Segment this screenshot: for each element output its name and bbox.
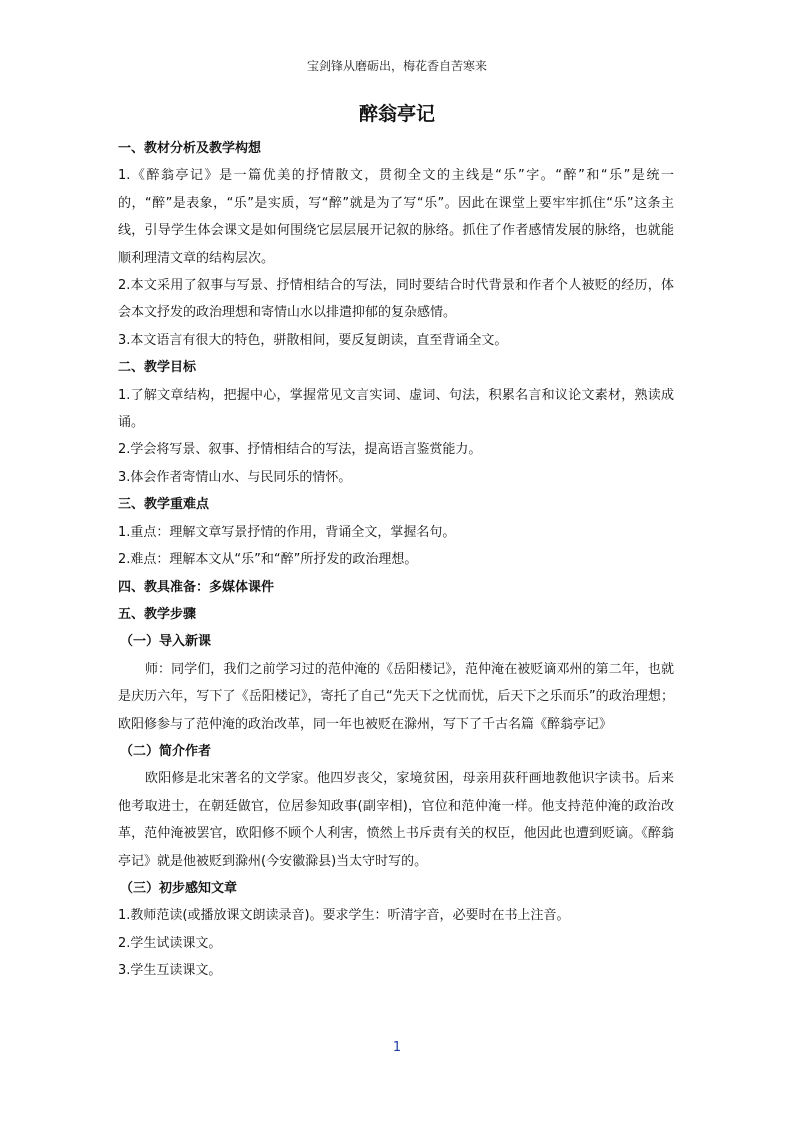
paragraph: 3.体会作者寄情山水、与民同乐的情怀。 xyxy=(118,469,352,485)
section-heading: 四、教具准备：多媒体课件 xyxy=(118,579,275,595)
paragraph: 2.学会将写景、叙事、抒情相结合的写法，提高语言鉴赏能力。 xyxy=(118,442,482,458)
paragraph: 3.本文语言有很大的特色，骈散相间，要反复朗读，直至背诵全文。 xyxy=(118,332,508,348)
subsection-heading: （一）导入新课 xyxy=(120,634,212,650)
paragraph: 2.本文采用了叙事与写景、抒情相结合的写法，同时要结合时代背景和作者个人被贬的经历，体会本文抒发的政治理想和寄情山水以排遣抑郁的复杂感情。 xyxy=(118,278,674,321)
paragraph: 1.教师范读(或播放课文朗读录音)。要求学生：听清字音，必要时在书上注音。 xyxy=(118,908,570,924)
section-heading: 三、教学重难点 xyxy=(118,497,210,513)
section-heading: 一、教材分析及教学构想 xyxy=(118,141,262,156)
paragraph: 1.了解文章结构，把握中心，掌握常见文言实词、虚词、句法，积累名言和议论文素材，熟读成诵。 xyxy=(118,387,674,431)
paragraph: 2.难点：理解本文从“乐”和“醉”所抒发的政治理想。 xyxy=(118,552,418,568)
page-number: 1 xyxy=(392,1040,402,1055)
page-header: 宝剑锋从磨砺出，梅花香自苦寒来 xyxy=(306,59,487,73)
document-body xyxy=(118,135,674,985)
paragraph: 师：同学们，我们之前学习过的范仲淹的《岳阳楼记》，范仲淹在被贬谪邓州的第二年，也就是庆历六年，写下了《岳阳楼记》，寄托了自己“先天下之忧而忧，后天下之乐而乐”的政治理想；欧阳修参与了范仲淹的政治改革，同一年也被贬在滁州，写下了千古名篇《醉翁亭记》 xyxy=(118,661,674,732)
document-title: 醉翁亭记 xyxy=(358,103,435,125)
paragraph: 2.学生试读课文。 xyxy=(118,935,222,951)
paragraph: 1.《醉翁亭记》是一篇优美的抒情散文，贯彻全文的主线是“乐”字。“醉”和“乐”是统一的，“醉”是表象，“乐”是实质，写“醉”就是为了写“乐”。因此在课堂上要牢牢抓住“乐”这条主线，引导学生体会课文是如何围绕它层层展开记叙的脉络。抓住了作者感情发展的脉络，也就能顺利理清文章的结构层次。 xyxy=(118,168,674,266)
paragraph: 3.学生互读课文。 xyxy=(118,963,222,979)
subsection-heading: （三）初步感知文章 xyxy=(120,880,238,896)
paragraph: 欧阳修是北宋著名的文学家。他四岁丧父，家境贫困，母亲用荻秆画地教他识字读书。后来他考取进士，在朝廷做官，位居参知政事(副宰相)，官位和范仲淹一样。他支持范仲淹的政治改革，范仲淹被罢官，欧阳修不顾个人利害，愤然上书斥责有关的权臣，他因此也遭到贬谪。《醉翁亭记》就是他被贬到滁州(今安徽滁县)当太守时写的。 xyxy=(118,771,674,869)
section-heading: 二、教学目标 xyxy=(118,360,197,376)
paragraph: 1.重点：理解文章写景抒情的作用，背诵全文，掌握名句。 xyxy=(118,524,456,540)
subsection-heading: （二）简介作者 xyxy=(120,743,212,759)
section-heading: 五、教学步骤 xyxy=(118,606,197,622)
